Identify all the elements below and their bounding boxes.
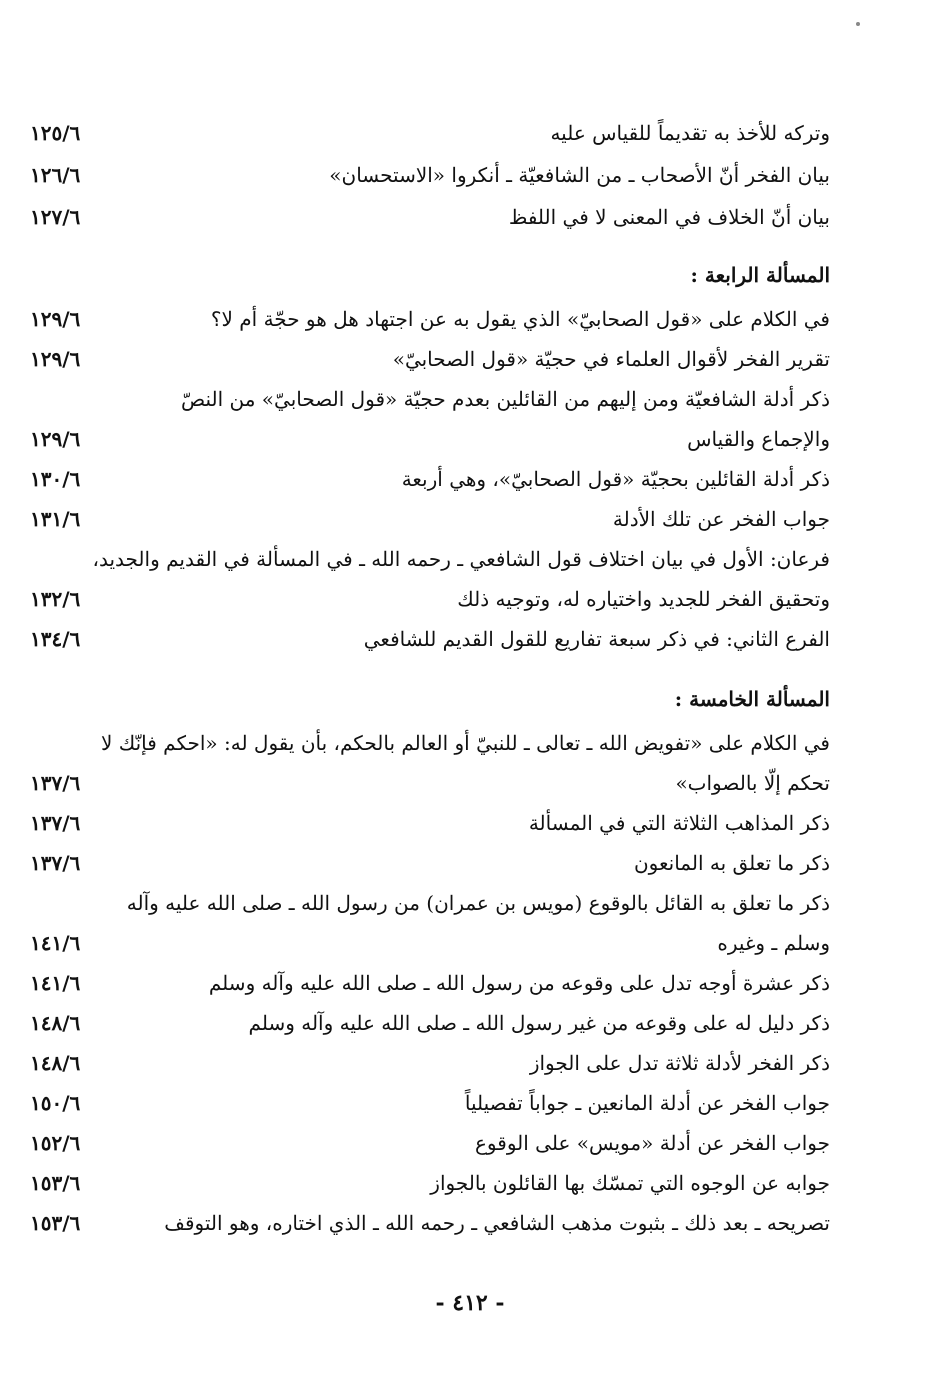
toc-entry xyxy=(30,1166,830,1200)
toc-entry xyxy=(30,1206,830,1240)
toc-entry xyxy=(30,622,830,656)
toc-entry-line xyxy=(30,726,830,760)
toc-entry-line xyxy=(30,382,830,416)
toc-entry-line xyxy=(30,886,830,920)
entry-page: ١٤٨/٦ xyxy=(30,1051,81,1075)
entry-page: ١٥٠/٦ xyxy=(30,1091,81,1115)
entry-text: ذكر أدلة القائلين بحجيّة «قول الصحابيّ»، وهي أربعة xyxy=(401,467,830,491)
toc-entry xyxy=(30,1006,830,1040)
entry-text: ذكر عشرة أوجه تدل على وقوعه من رسول الله ـ صلى الله عليه وآله وسلم xyxy=(208,971,830,995)
entry-text: ذكر ما تعلق به المانعون xyxy=(633,851,830,875)
entry-text: ذكر الفخر لأدلة ثلاثة تدل على الجواز xyxy=(529,1051,830,1075)
entry-text: جوابه عن الوجوه التي تمسّك بها القائلون بالجواز xyxy=(430,1171,830,1195)
toc-entry-line xyxy=(30,766,830,800)
entry-text: جواب الفخر عن أدلة المانعين ـ جواباً تفصيلياً xyxy=(464,1091,830,1115)
entry-page: ١٣١/٦ xyxy=(30,507,81,531)
entry-page: ١٣٠/٦ xyxy=(30,467,81,491)
entry-text: بيان أنّ الخلاف في المعنى لا في اللفظ xyxy=(508,205,830,229)
entry-page: ١٣٢/٦ xyxy=(30,587,81,611)
entry-page: ١٥٢/٦ xyxy=(30,1131,81,1155)
toc-entry-line xyxy=(30,926,830,960)
entry-page: ١٣٧/٦ xyxy=(30,811,81,835)
entry-text: الفرع الثاني: في ذكر سبعة تفاريع للقول القديم للشافعي xyxy=(363,627,830,651)
toc-entry xyxy=(30,502,830,536)
toc-entry xyxy=(30,462,830,496)
toc-entry-line xyxy=(30,542,830,576)
toc-entry xyxy=(30,806,830,840)
entry-page: ١٤١/٦ xyxy=(30,931,81,955)
toc-entry-line xyxy=(30,422,830,456)
entry-page: ١٢٩/٦ xyxy=(30,347,81,371)
entry-page: ١٢٦/٦ xyxy=(30,163,81,187)
entry-text: ذكر ما تعلق به القائل بالوقوع (مويس بن عمران) من رسول الله ـ صلى الله عليه وآله xyxy=(126,891,830,915)
entry-page: ١٥٣/٦ xyxy=(30,1171,81,1195)
toc-entry xyxy=(30,342,830,376)
section-heading: المسألة الرابعة : xyxy=(690,263,830,287)
entry-page: ١٤٨/٦ xyxy=(30,1011,81,1035)
toc-entry xyxy=(30,846,830,880)
toc-entry xyxy=(30,116,830,150)
toc-entry xyxy=(30,1086,830,1120)
toc-entry xyxy=(30,302,830,336)
entry-page: ١٣٤/٦ xyxy=(30,627,81,651)
entry-page: ١٢٥/٦ xyxy=(30,121,81,145)
entry-text: تقرير الفخر لأقوال العلماء في حجيّة «قول الصحابيّ» xyxy=(392,347,830,371)
toc-entry xyxy=(30,158,830,192)
toc-entry xyxy=(30,1126,830,1160)
entry-text: وسلم ـ وغيره xyxy=(717,931,830,955)
entry-text: ذكر دليل له على وقوعه من غير رسول الله ـ صلى الله عليه وآله وسلم xyxy=(248,1011,830,1035)
section-heading: المسألة الخامسة : xyxy=(674,687,830,711)
entry-text: والإجماع والقياس xyxy=(687,427,830,451)
entry-text: ذكر أدلة الشافعيّة ومن إليهم من القائلين بعدم حجيّة «قول الصحابيّ» من النصّ xyxy=(180,387,830,411)
entry-text: جواب الفخر عن أدلة «مويس» على الوقوع xyxy=(475,1131,830,1155)
entry-text: بيان الفخر أنّ الأصحاب ـ من الشافعيّة ـ أنكروا «الاستحسان» xyxy=(329,163,830,187)
entry-page: ١٥٣/٦ xyxy=(30,1211,81,1235)
entry-text: تصريحه ـ بعد ذلك ـ بثبوت مذهب الشافعي ـ رحمه الله ـ الذي اختاره، وهو التوقف xyxy=(164,1211,830,1235)
entry-text: ذكر المذاهب الثلاثة التي في المسألة xyxy=(528,811,830,835)
toc-entry-line xyxy=(30,582,830,616)
entry-page: ١٢٧/٦ xyxy=(30,205,81,229)
scan-speck xyxy=(856,22,860,26)
entry-page: ١٢٩/٦ xyxy=(30,307,81,331)
entry-page: ١٣٧/٦ xyxy=(30,771,81,795)
entry-page: ١٣٧/٦ xyxy=(30,851,81,875)
entry-text: وتركه للأخذ به تقديماً للقياس عليه xyxy=(550,121,830,145)
entry-text: جواب الفخر عن تلك الأدلة xyxy=(612,507,830,531)
entry-text: فرعان: الأول في بيان اختلاف قول الشافعي ـ رحمه الله ـ في المسألة في القديم والجديد، xyxy=(92,547,830,571)
entry-text: تحكم إلّا بالصواب» xyxy=(675,771,830,795)
entry-text: في الكلام على «قول الصحابيّ» الذي يقول به عن اجتهاد هل هو حجّة أم لا؟ xyxy=(210,307,830,331)
entry-text: وتحقيق الفخر للجديد واختياره له، وتوجيه ذلك xyxy=(457,587,830,611)
toc-entry xyxy=(30,966,830,1000)
entry-text: في الكلام على «تفويض الله ـ تعالى ـ للنبيّ أو العالم بالحكم، بأن يقول له: «احكم فإنّك لا xyxy=(100,731,830,755)
entry-page: ١٤١/٦ xyxy=(30,971,81,995)
toc-entry xyxy=(30,200,830,234)
toc-entry xyxy=(30,1046,830,1080)
page-number: - ٤١٢ - xyxy=(435,1290,505,1316)
entry-page: ١٢٩/٦ xyxy=(30,427,81,451)
